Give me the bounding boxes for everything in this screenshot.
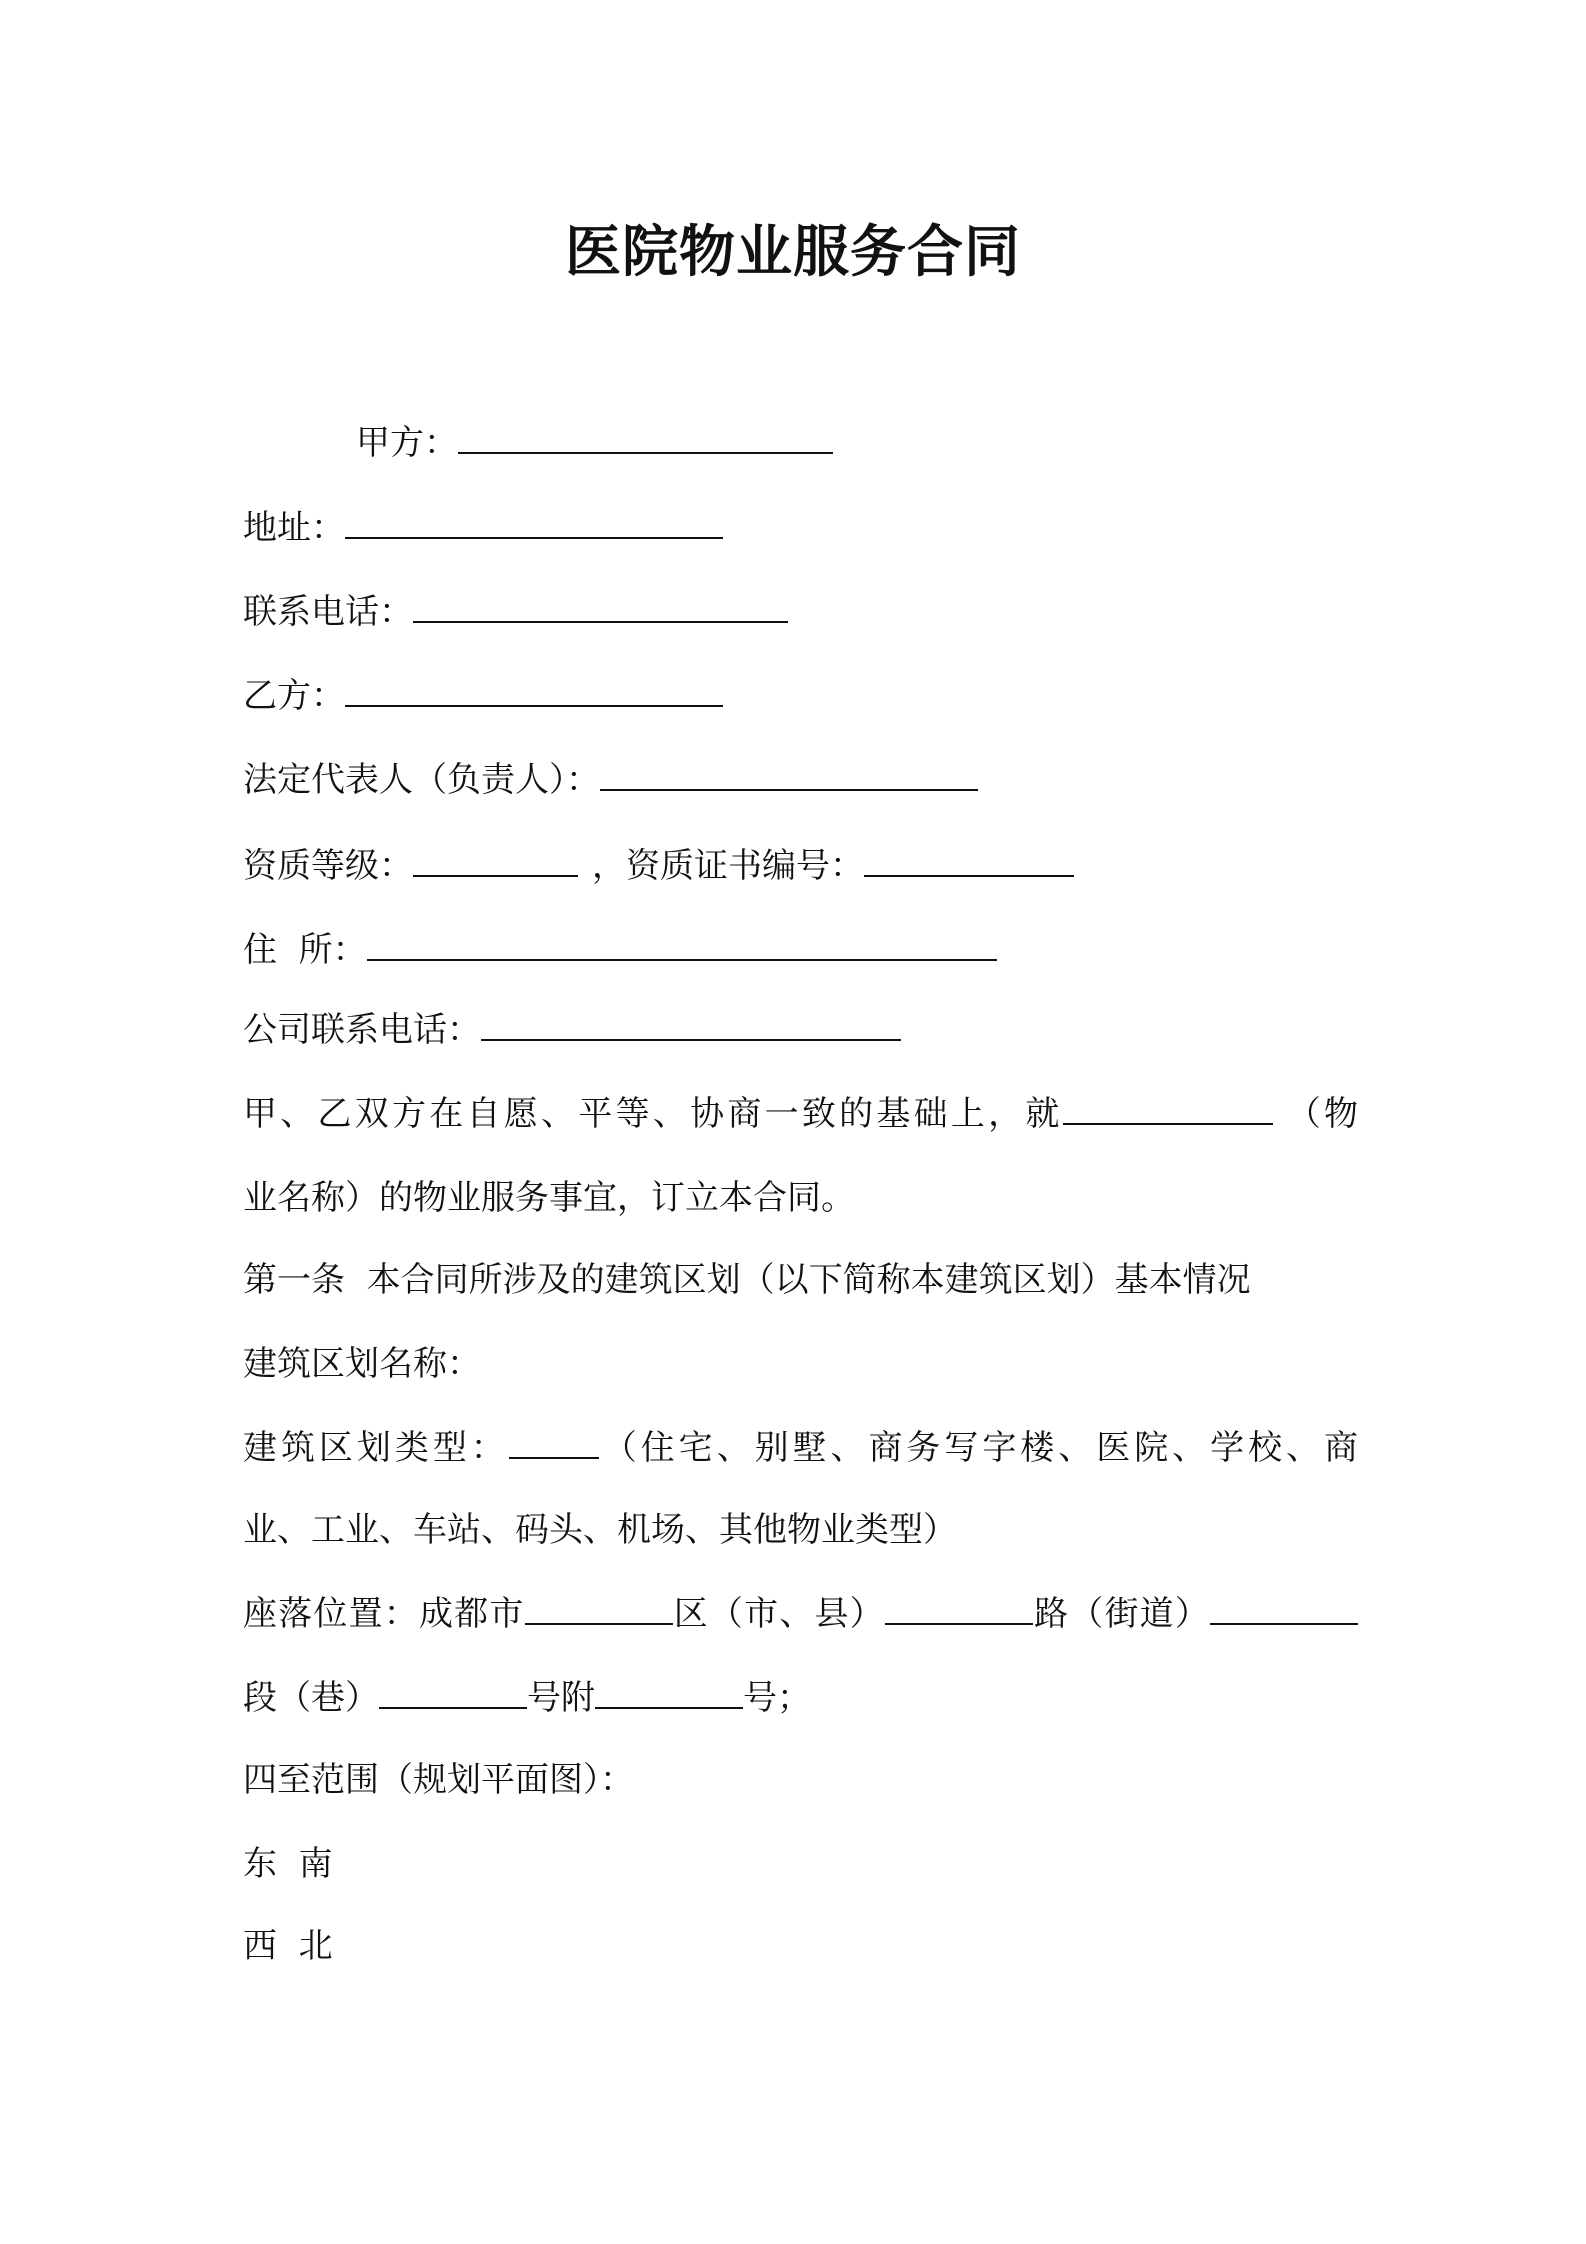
area-type-options-1: （住宅、别墅、商务写字楼、医院、学校、商: [598, 1428, 1359, 1468]
area-name-line: [243, 1336, 481, 1385]
residence-line: [243, 922, 997, 971]
location-line-1: [243, 1586, 1358, 1635]
party-a-label: 甲方：: [356, 423, 458, 463]
address-line: [243, 500, 723, 549]
location-district-label: 区（市、县）: [672, 1594, 885, 1634]
location-label: 座落位置：成都市: [243, 1594, 525, 1634]
location-road-label: 路（街道）: [1032, 1594, 1211, 1634]
boundary-label: 四至范围（规划平面图）：: [243, 1760, 634, 1800]
legal-rep-blank[interactable]: [600, 759, 978, 791]
west-north-label: 西 北: [243, 1926, 333, 1966]
area-name-label: 建筑区划名称：: [243, 1344, 481, 1384]
section-blank[interactable]: [1210, 1593, 1358, 1625]
east-south-label: 东 南: [243, 1844, 333, 1884]
party-b-line: [243, 668, 723, 717]
qualification-cert-blank[interactable]: [864, 845, 1074, 877]
area-type-options-2: 业、工业、车站、码头、机场、其他物业类型）: [243, 1510, 957, 1550]
qualification-grade-blank[interactable]: [413, 845, 578, 877]
area-type-blank[interactable]: [509, 1427, 599, 1459]
preamble-line-2: [243, 1170, 855, 1219]
document-title: 医院物业服务合同: [565, 220, 1021, 285]
party-a-blank[interactable]: [458, 422, 833, 454]
number-blank[interactable]: [379, 1677, 527, 1709]
company-phone-line: [243, 1002, 901, 1051]
qualification-grade-label: 资质等级：: [243, 846, 413, 886]
residence-label: 住 所：: [243, 930, 367, 970]
legal-rep-line: [243, 752, 978, 801]
sub-number-blank[interactable]: [595, 1677, 743, 1709]
boundary-line: [243, 1752, 634, 1801]
preamble-part2: （物: [1286, 1094, 1359, 1134]
contact-phone-line: [243, 584, 788, 633]
west-north-line: [243, 1918, 333, 1967]
preamble-line-1: [243, 1086, 1358, 1135]
property-name-blank[interactable]: [1063, 1093, 1273, 1125]
party-a-line: [356, 415, 833, 464]
party-b-blank[interactable]: [345, 675, 723, 707]
location-end-label: 号；: [743, 1678, 811, 1718]
contact-phone-label: 联系电话：: [243, 592, 413, 632]
article1-heading-line: [243, 1252, 1251, 1301]
east-south-line: [243, 1836, 333, 1885]
location-no-label: 号附: [527, 1678, 595, 1718]
legal-rep-label: 法定代表人（负责人）：: [243, 760, 600, 800]
contact-phone-blank[interactable]: [413, 591, 788, 623]
road-blank[interactable]: [885, 1593, 1033, 1625]
company-phone-blank[interactable]: [481, 1009, 901, 1041]
address-label: 地址：: [243, 508, 345, 548]
address-blank[interactable]: [345, 507, 723, 539]
residence-blank[interactable]: [367, 929, 997, 961]
location-section-label: 段（巷）: [243, 1678, 379, 1718]
preamble-part3: 业名称）的物业服务事宜，订立本合同。: [243, 1178, 855, 1218]
preamble-part1: 甲、乙双方在自愿、平等、协商一致的基础上，就: [243, 1094, 1063, 1134]
company-phone-label: 公司联系电话：: [243, 1010, 481, 1050]
location-line-2: [243, 1670, 811, 1719]
qualification-line: [243, 838, 1074, 887]
qualification-cert-label: ，资质证书编号：: [592, 846, 864, 886]
party-b-label: 乙方：: [243, 676, 345, 716]
area-type-row-1: [243, 1420, 1358, 1469]
preamble-row-1: [243, 1086, 1358, 1135]
area-type-line-2: [243, 1502, 957, 1551]
area-type-label: 建筑区划类型：: [243, 1428, 509, 1468]
article1-heading: 第一条 本合同所涉及的建筑区划（以下简称本建筑区划）基本情况: [243, 1260, 1251, 1300]
district-blank[interactable]: [525, 1593, 673, 1625]
location-row-1: [243, 1586, 1358, 1635]
area-type-line-1: [243, 1420, 1358, 1469]
